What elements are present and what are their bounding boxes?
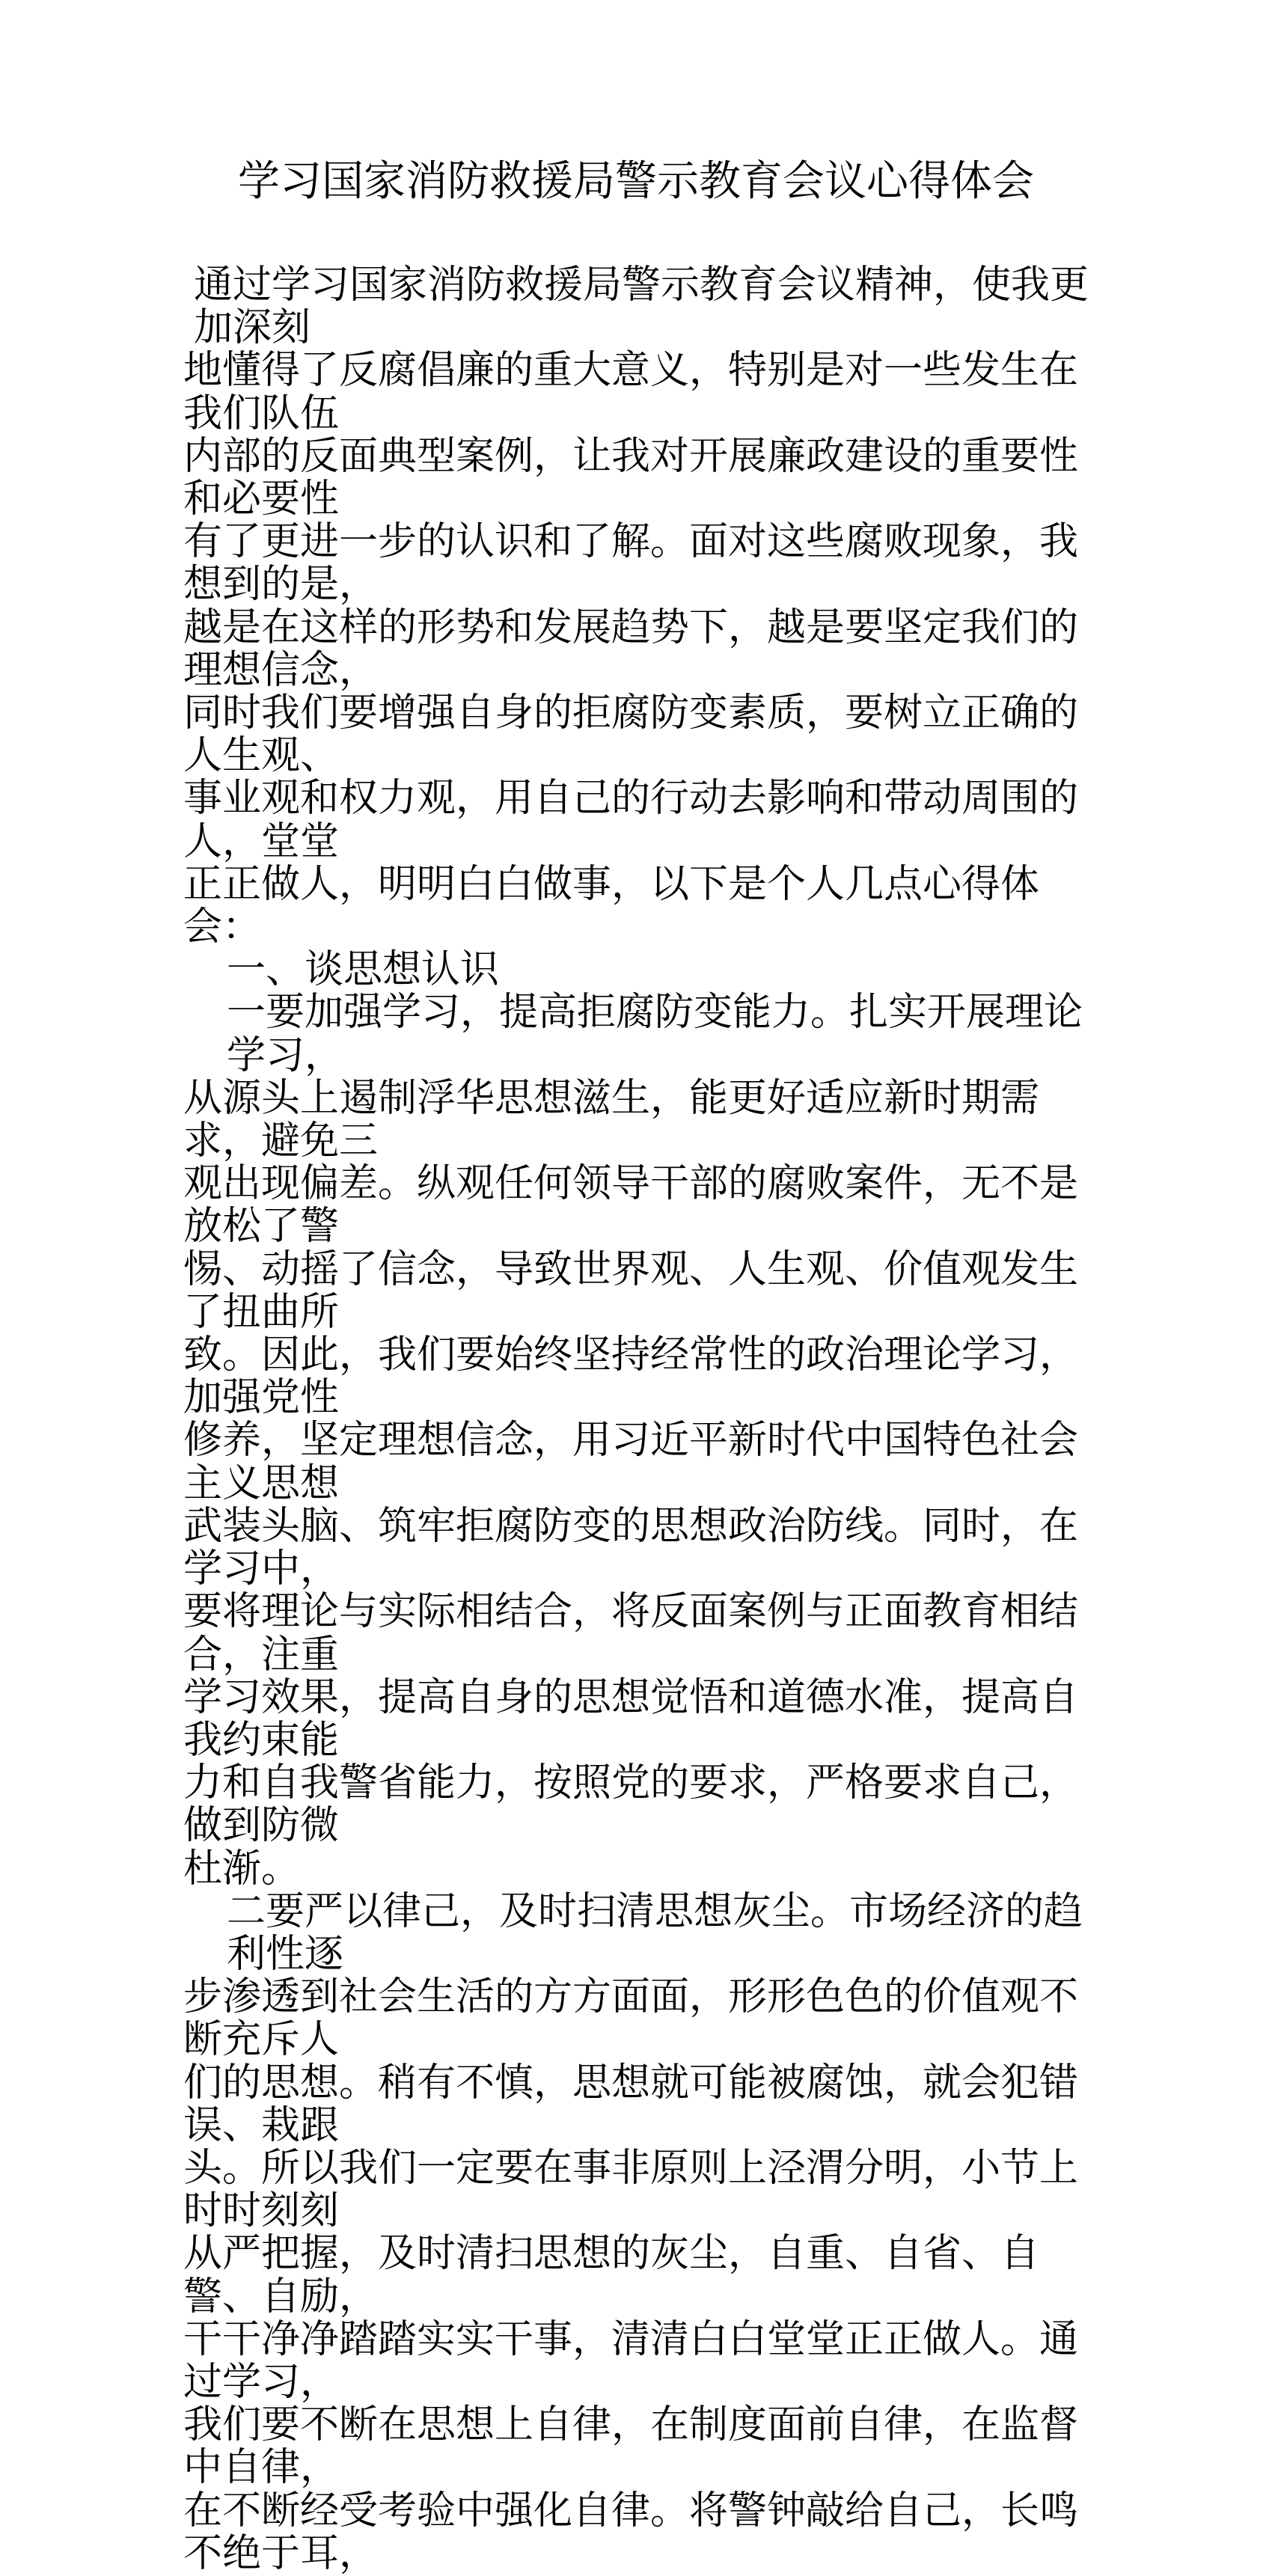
text-line: 越是在这样的形势和发展趋势下，越是要坚定我们的理想信念， [183, 605, 1079, 693]
paragraph [183, 264, 1089, 949]
text-line: 学习效果，提高自身的思想觉悟和道德水准，提高自我约束能 [183, 1674, 1079, 1763]
text-line: 我们要不断在思想上自律，在制度面前自律，在监督中自律， [183, 2402, 1079, 2491]
text-line: 地懂得了反腐倡廉的重大意义，特别是对一些发生在我们队伍 [183, 348, 1079, 436]
text-line: 观出现偏差。纵观任何领导干部的腐败案件，无不是放松了警 [183, 1161, 1079, 1249]
text-line: 在不断经受考验中强化自律。将警钟敲给自己，长鸣不绝于耳， [183, 2488, 1079, 2576]
text-line: 一要加强学习，提高拒腐防变能力。扎实开展理论学习， [227, 990, 1083, 1078]
text-line: 一、谈思想认识 [227, 947, 500, 993]
text-line: 致。因此，我们要始终坚持经常性的政治理论学习，加强党性 [183, 1333, 1079, 1421]
text-line: 要将理论与实际相结合，将反面案例与正面教育相结合，注重 [183, 1589, 1079, 1677]
text-line: 从严把握，及时清扫思想的灰尘，自重、自省、自警、自励， [183, 2231, 1040, 2319]
text-line: 步渗透到社会生活的方方面面，形形色色的价值观不断充斥人 [183, 1974, 1079, 2063]
text-line: 修养，坚定理想信念，用习近平新时代中国特色社会主义思想 [183, 1418, 1079, 1506]
text-line: 正正做人，明明白白做事，以下是个人几点心得体会： [183, 861, 1040, 950]
text-line: 通过学习国家消防救援局警示教育会议精神，使我更加深刻 [194, 263, 1089, 351]
document-title: 学习国家消防救援局警示教育会议心得体会 [238, 157, 1034, 206]
text-line: 武装头脑、筑牢拒腐防变的思想政治防线。同时，在学习中， [183, 1503, 1079, 1592]
paragraph [183, 991, 1089, 1890]
text-line: 事业观和权力观，用自己的行动去影响和带动周围的人，堂堂 [183, 776, 1079, 864]
section-heading [183, 949, 1089, 991]
text-line: 有了更进一步的认识和了解。面对这些腐败现象，我想到的是， [183, 519, 1079, 608]
text-line: 同时我们要增强自身的拒腐防变素质，要树立正确的人生观、 [183, 691, 1079, 779]
document-body [183, 264, 1089, 2575]
text-line: 内部的反面典型案例，让我对开展廉政建设的重要性和必要性 [183, 433, 1079, 522]
text-line: 力和自我警省能力，按照党的要求，严格要求自己，做到防微 [183, 1760, 1079, 1849]
text-line: 二要严以律己，及时扫清思想灰尘。市场经济的趋利性逐 [227, 1888, 1083, 1977]
paragraph [183, 1888, 1089, 2576]
text-line: 们的思想。稍有不慎，思想就可能被腐蚀，就会犯错误、栽跟 [183, 2060, 1079, 2148]
text-line: 惕、动摇了信念，导致世界观、人生观、价值观发生了扭曲所 [183, 1246, 1079, 1335]
text-line: 杜渐。 [183, 1846, 301, 1891]
text-line: 从源头上遏制浮华思想滋生，能更好适应新时期需求，避免三 [183, 1075, 1040, 1164]
text-line: 头。所以我们一定要在事非原则上泾渭分明，小节上时时刻刻 [183, 2145, 1079, 2234]
text-line: 干干净净踏踏实实干事，清清白白堂堂正正做人。通过学习， [183, 2316, 1079, 2405]
